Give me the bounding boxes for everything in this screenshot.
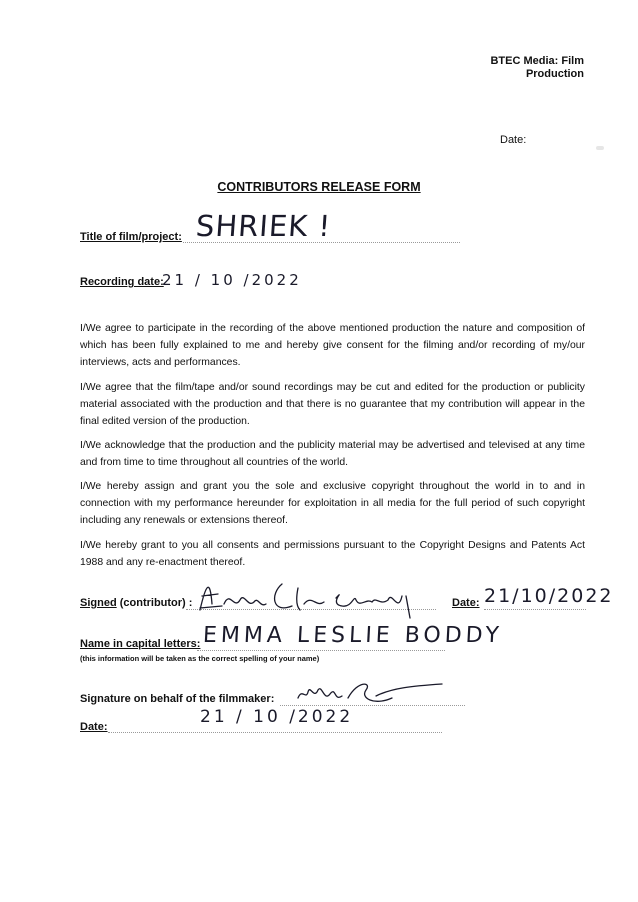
bottom-date-label <box>80 721 108 733</box>
scan-smudge <box>596 146 604 150</box>
recording-date-value: 21 / 10 /2022 <box>162 271 302 289</box>
film-title-label <box>80 231 182 243</box>
contributor-date-line <box>484 609 586 610</box>
agreement-paragraph-3: I/We acknowledge that the production and the publicity material may be advertised and televised at any time and from time to time throughout all countries of the world. <box>80 440 585 468</box>
signed-word: Signed <box>80 597 117 609</box>
name-note: (this information will be taken as the correct spelling of your name) <box>80 654 320 663</box>
form-title: CONTRIBUTORS RELEASE FORM <box>217 180 421 194</box>
signed-rest: (contributor) : <box>116 597 193 609</box>
bottom-date-line <box>108 732 442 733</box>
name-value: EMMA LESLIE BODDY <box>202 623 504 648</box>
contributor-signature <box>196 574 436 622</box>
name-label <box>80 638 200 650</box>
agreement-paragraph-4: I/We hereby assign and grant you the sole and exclusive copyright throughout the world in to and in connection with my performance hereunder for exploitation in all media for the full period of such copyright including any renewals or extensions thereof. <box>80 481 585 526</box>
name-label-text: Name in capital letters: <box>80 638 201 650</box>
recording-date-label <box>80 276 164 288</box>
bottom-date-label-text: Date: <box>80 721 108 733</box>
contributor-date-label-text: Date: <box>452 597 480 609</box>
course-header-line2: Production <box>525 68 584 80</box>
contributor-date-value: 21/10/2022 <box>484 585 614 607</box>
filmmaker-label: Signature on behalf of the filmmaker: <box>80 693 275 705</box>
film-title-label-text: Title of film/project: <box>80 231 182 243</box>
agreement-paragraph-1: I/We agree to participate in the recording of the above mentioned production the nature and composition of which has been fully explained to me and hereby give consent for the filming and/or recording of my/our interviews, acts and performances. <box>80 323 585 368</box>
agreement-paragraph-5: I/We hereby grant to you all consents and permissions pursuant to the Copyright Designs and Patents Act 1988 and any re-enactment thereof. <box>80 540 585 568</box>
signed-label <box>80 597 192 609</box>
film-title-value: SHRIEK ! <box>194 209 333 243</box>
contributor-date-label <box>452 597 480 609</box>
course-header <box>490 55 584 81</box>
bottom-date-value: 21 / 10 /2022 <box>200 707 354 727</box>
name-line <box>197 650 445 651</box>
course-header-line1: BTEC Media: Film <box>490 55 584 67</box>
recording-date-label-text: Recording date: <box>80 276 164 288</box>
agreement-paragraph-2: I/We agree that the film/tape and/or sound recordings may be cut and edited for the production or publicity material associated with the production and that there is no guarantee that my contribution will appear in the final edited version of the production. <box>80 382 585 427</box>
header-date-label: Date: <box>500 134 527 146</box>
